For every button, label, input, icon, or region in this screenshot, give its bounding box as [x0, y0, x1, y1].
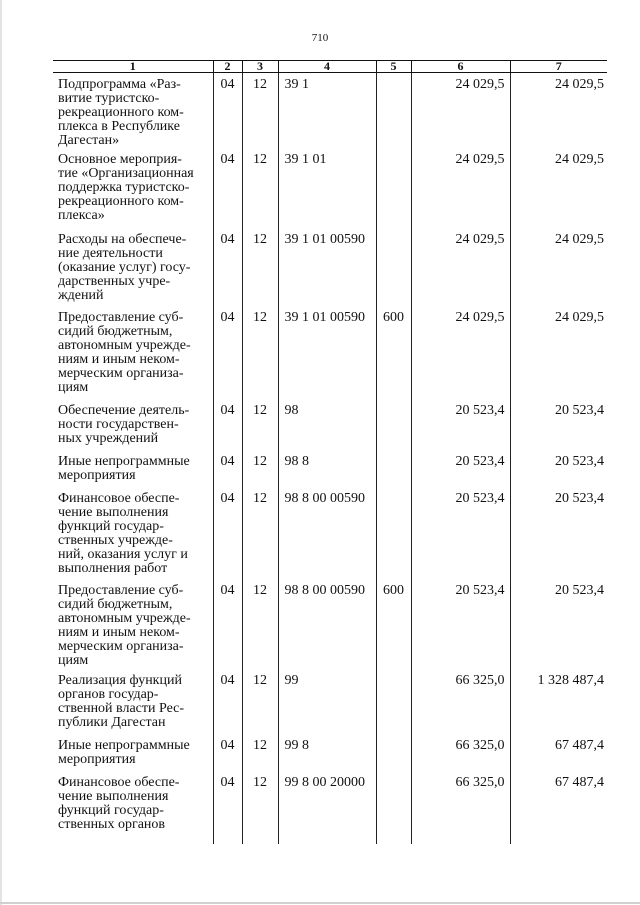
row-section: 04	[213, 579, 242, 669]
row-subsection: 12	[242, 148, 278, 228]
row-amount-2: 20 523,4	[510, 487, 607, 579]
header-col-3: 3	[242, 61, 278, 73]
row-name: Обеспечение деятель- ности государствен- ных учреждений	[58, 403, 190, 446]
table-row	[53, 399, 607, 450]
row-subsection: 12	[242, 487, 278, 579]
table-row	[53, 487, 607, 579]
table-row	[53, 306, 607, 399]
row-section: 04	[213, 399, 242, 450]
row-name: Основное мероприя- тие «Организационная поддержка туристско- рекреационного ком- плекса»	[58, 152, 194, 223]
row-amount-2: 20 523,4	[510, 450, 607, 487]
table-row	[53, 669, 607, 734]
row-section: 04	[213, 73, 242, 149]
row-subsection: 12	[242, 450, 278, 487]
row-expense-type	[376, 73, 411, 149]
row-section: 04	[213, 148, 242, 228]
row-section: 04	[213, 669, 242, 734]
table-row	[53, 579, 607, 669]
header-col-1: 1	[53, 61, 213, 73]
row-expense-type	[376, 734, 411, 771]
row-target-code: 98 8 00 00590	[278, 487, 376, 579]
row-expense-type	[376, 771, 411, 844]
header-col-6: 6	[411, 61, 510, 73]
row-name: Предоставление суб- сидий бюджетным, автономным учрежде- ниям и иным неком- мерческим организа- циям	[58, 583, 191, 668]
budget-table	[53, 60, 607, 844]
row-target-code: 99 8	[278, 734, 376, 771]
row-amount-1: 66 325,0	[411, 771, 510, 844]
row-subsection: 12	[242, 771, 278, 844]
row-amount-1: 20 523,4	[411, 579, 510, 669]
row-target-code: 39 1 01 00590	[278, 306, 376, 399]
row-amount-1: 24 029,5	[411, 228, 510, 306]
row-section: 04	[213, 228, 242, 306]
table-row	[53, 148, 607, 228]
header-col-2: 2	[213, 61, 242, 73]
row-expense-type: 600	[376, 579, 411, 669]
row-name: Финансовое обеспе- чение выполнения функций государ- ственных органов	[58, 775, 180, 832]
row-subsection: 12	[242, 306, 278, 399]
row-name: Иные непрограммные мероприятия	[58, 454, 190, 483]
row-expense-type	[376, 148, 411, 228]
row-target-code: 39 1	[278, 73, 376, 149]
row-subsection: 12	[242, 399, 278, 450]
row-amount-1: 20 523,4	[411, 399, 510, 450]
row-expense-type	[376, 450, 411, 487]
row-target-code: 99 8 00 20000	[278, 771, 376, 844]
row-target-code: 98	[278, 399, 376, 450]
row-amount-2: 24 029,5	[510, 306, 607, 399]
row-subsection: 12	[242, 228, 278, 306]
header-row	[53, 61, 607, 73]
row-target-code: 99	[278, 669, 376, 734]
page-number: 710	[311, 32, 329, 44]
row-amount-2: 24 029,5	[510, 73, 607, 149]
row-section: 04	[213, 306, 242, 399]
row-amount-2: 24 029,5	[510, 228, 607, 306]
row-section: 04	[213, 487, 242, 579]
row-amount-2: 20 523,4	[510, 579, 607, 669]
row-subsection: 12	[242, 669, 278, 734]
row-target-code: 98 8 00 00590	[278, 579, 376, 669]
row-amount-1: 20 523,4	[411, 487, 510, 579]
row-subsection: 12	[242, 579, 278, 669]
row-target-code: 39 1 01	[278, 148, 376, 228]
table-row	[53, 450, 607, 487]
row-name: Подпрограмма «Раз- витие туристско- рекреационного ком- плекса в Республике Дагестан»	[58, 77, 184, 148]
row-target-code: 39 1 01 00590	[278, 228, 376, 306]
row-expense-type	[376, 399, 411, 450]
table-row	[53, 771, 607, 844]
row-name: Расходы на обеспече- ние деятельности (оказание услуг) госу- дарственных учре- ждений	[58, 232, 191, 303]
row-amount-1: 66 325,0	[411, 669, 510, 734]
row-section: 04	[213, 734, 242, 771]
row-amount-1: 24 029,5	[411, 73, 510, 149]
row-section: 04	[213, 771, 242, 844]
row-amount-2: 20 523,4	[510, 399, 607, 450]
row-amount-1: 20 523,4	[411, 450, 510, 487]
row-expense-type	[376, 228, 411, 306]
header-col-5: 5	[376, 61, 411, 73]
scan-left-edge	[0, 0, 2, 905]
row-expense-type	[376, 669, 411, 734]
row-amount-1: 24 029,5	[411, 148, 510, 228]
row-name: Реализация функций органов государ- ственной власти Рес- публики Дагестан	[58, 673, 185, 730]
row-amount-1: 66 325,0	[411, 734, 510, 771]
scan-bottom-edge	[0, 902, 640, 904]
row-amount-2: 67 487,4	[510, 734, 607, 771]
row-name: Предоставление суб- сидий бюджетным, автономным учрежде- ниям и иным неком- мерческим организа- циям	[58, 310, 191, 395]
row-subsection: 12	[242, 73, 278, 149]
table-row	[53, 228, 607, 306]
row-subsection: 12	[242, 734, 278, 771]
header-col-4: 4	[278, 61, 376, 73]
row-amount-2: 67 487,4	[510, 771, 607, 844]
row-amount-1: 24 029,5	[411, 306, 510, 399]
row-expense-type	[376, 487, 411, 579]
table-row	[53, 734, 607, 771]
table-row	[53, 73, 607, 149]
header-col-7: 7	[510, 61, 607, 73]
row-name: Иные непрограммные мероприятия	[58, 738, 190, 767]
row-amount-2: 24 029,5	[510, 148, 607, 228]
row-amount-2: 1 328 487,4	[510, 669, 607, 734]
row-section: 04	[213, 450, 242, 487]
row-name: Финансовое обеспе- чение выполнения функций государ- ственных учрежде- ний, оказания услуг и выполнения работ	[58, 491, 188, 576]
row-target-code: 98 8	[278, 450, 376, 487]
row-expense-type: 600	[376, 306, 411, 399]
